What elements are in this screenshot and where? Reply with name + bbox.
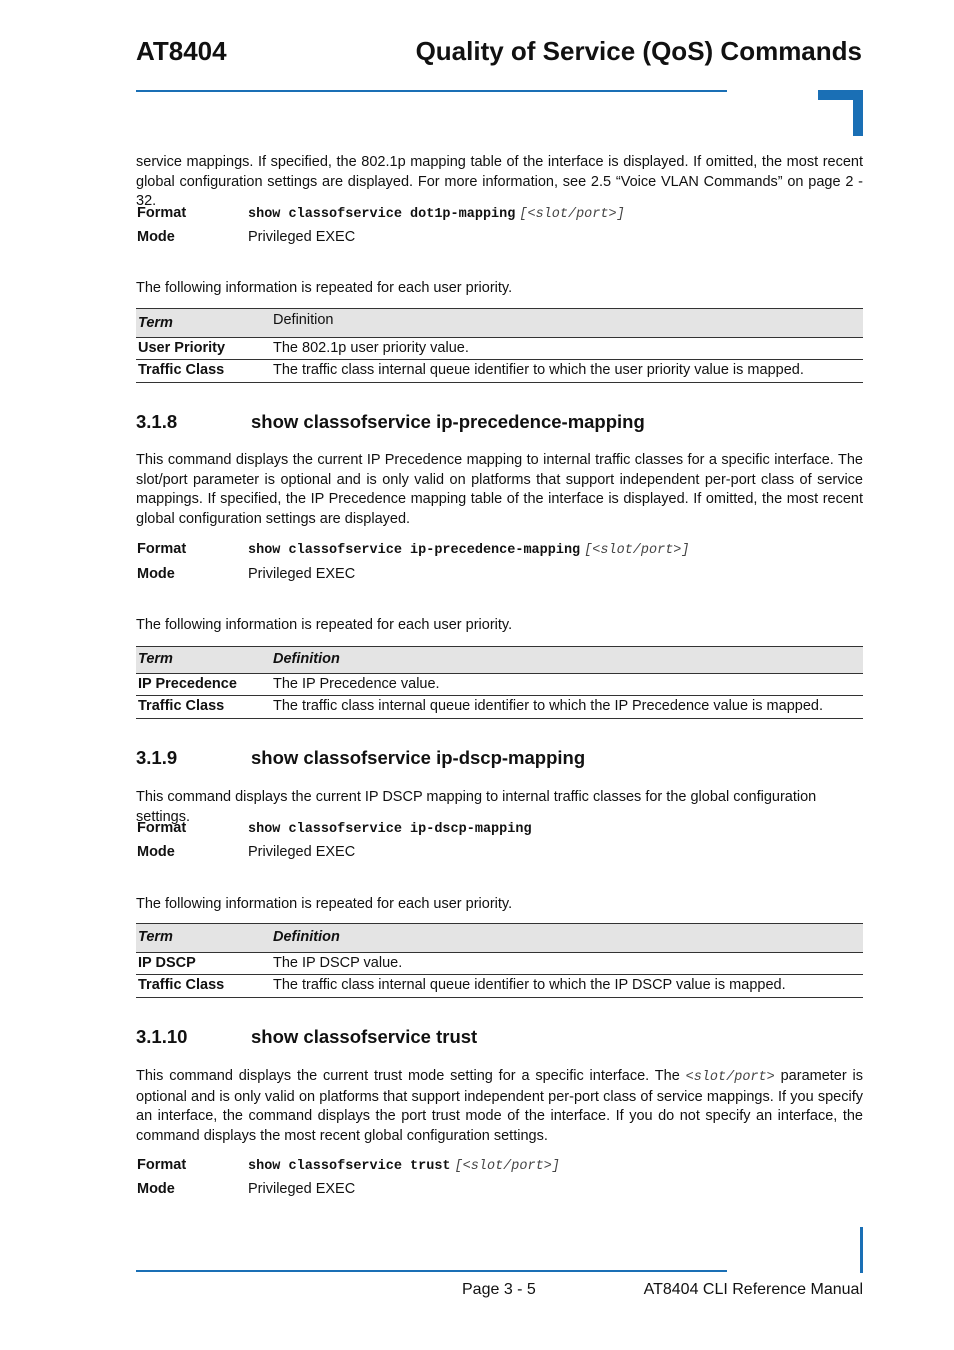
format-label: Format: [137, 541, 187, 557]
section-paragraph: [136, 1067, 863, 1146]
section-paragraph: This command displays the current IP DSCP mapping to internal traffic classes for the global configuration settings.: [136, 789, 817, 825]
table-header-definition: Definition: [273, 312, 334, 328]
section-paragraph: This command displays the current IP Precedence mapping to internal traffic classes for a specific interface. The slot/port parameter is optional and is only valid on platforms that support independent per-port class of service mappings. If specified, the IP Precedence mapping table of the interface is displayed. If omitted, the most recent global configuration settings are displayed.: [136, 452, 863, 527]
section-number: 3.1.8: [136, 411, 178, 432]
table-cell-definition: The IP Precedence value.: [273, 676, 440, 692]
corner-mark-top: [818, 90, 863, 136]
paragraph-text: This command displays the current trust mode setting for a specific interface. The: [136, 1068, 680, 1084]
format-label: Format: [137, 1157, 187, 1173]
header-chapter-title: Quality of Service (QoS) Commands: [415, 36, 862, 66]
table-row: [136, 975, 863, 998]
table-row: [136, 360, 863, 383]
table-row: [136, 696, 863, 719]
section-number: 3.1.9: [136, 747, 178, 768]
footer-manual-title: AT8404 CLI Reference Manual: [643, 1281, 863, 1298]
table-header-row: [136, 646, 863, 674]
paragraph-text: parameter is optional and is only valid on platforms that support independent per-port class of service mappings. If you specify an interface, the command displays the port trust mode of the interface. If you do not specify an interface, the command displays the most recent global configuration settings.: [136, 1068, 864, 1144]
mode-value: Privileged EXEC: [248, 229, 356, 245]
repeat-note: The following information is repeated for each user priority.: [136, 280, 513, 296]
table-row: [136, 337, 863, 360]
table-cell-definition: The 802.1p user priority value.: [273, 340, 469, 356]
table-header-row: [136, 308, 863, 338]
paragraph-argument: <slot/port>: [685, 1070, 775, 1085]
table-cell-definition: The traffic class internal queue identifier to which the IP DSCP value is mapped.: [273, 977, 786, 993]
mode-value: Privileged EXEC: [248, 566, 356, 582]
table-header-row: [136, 923, 863, 953]
format-command: show classofservice trust: [248, 1159, 451, 1174]
table-cell-term: IP DSCP: [138, 955, 196, 971]
table-header-definition: Definition: [273, 651, 340, 667]
footer-page-number: Page 3 - 5: [462, 1281, 536, 1298]
section-title: show classofservice ip-precedence-mapping: [251, 411, 645, 432]
format-command: show classofservice ip-precedence-mapping: [248, 543, 581, 558]
table-header-term: Term: [138, 315, 173, 331]
table-cell-definition: The IP DSCP value.: [273, 955, 403, 971]
format-label: Format: [137, 820, 187, 836]
table-row: [136, 673, 863, 696]
format-label: Format: [137, 205, 187, 221]
mode-label: Mode: [137, 229, 175, 245]
format-argument: [<slot/port>]: [454, 1159, 560, 1174]
mode-label: Mode: [137, 1181, 175, 1197]
table-cell-term: IP Precedence: [138, 676, 237, 692]
table-cell-term: Traffic Class: [138, 698, 225, 714]
table-cell-definition: The traffic class internal queue identifier to which the IP Precedence value is mapped.: [273, 698, 823, 714]
repeat-note: The following information is repeated for each user priority.: [136, 896, 513, 912]
mode-value: Privileged EXEC: [248, 1181, 356, 1197]
format-argument: [<slot/port>]: [519, 207, 625, 222]
table-cell-definition: The traffic class internal queue identifier to which the user priority value is mapped.: [273, 362, 804, 378]
mode-value: Privileged EXEC: [248, 844, 356, 860]
section-title: show classofservice ip-dscp-mapping: [251, 747, 586, 768]
format-argument: [<slot/port>]: [584, 543, 690, 558]
repeat-note: The following information is repeated for each user priority.: [136, 617, 513, 633]
mode-label: Mode: [137, 566, 175, 582]
format-command: show classofservice ip-dscp-mapping: [248, 822, 532, 837]
header-rule: [136, 90, 727, 92]
section-number: 3.1.10: [136, 1026, 188, 1047]
mode-label: Mode: [137, 844, 175, 860]
table-row: [136, 952, 863, 975]
footer-rule: [136, 1270, 727, 1272]
table-header-term: Term: [138, 651, 173, 667]
table-cell-term: User Priority: [138, 340, 226, 356]
section-title: show classofservice trust: [251, 1026, 478, 1047]
table-header-definition: Definition: [273, 929, 340, 945]
table-cell-term: Traffic Class: [138, 977, 225, 993]
intro-paragraph: service mappings. If specified, the 802.1p mapping table of the interface is displayed. If omitted, the most recent global configuration settings are displayed. For more information, see 2.5 “Voice VLAN Commands” on page 2 - 32.: [136, 154, 863, 209]
table-cell-term: Traffic Class: [138, 362, 225, 378]
table-header-term: Term: [138, 929, 173, 945]
format-command: show classofservice dot1p-mapping: [248, 207, 516, 222]
header-product: AT8404: [136, 36, 227, 66]
corner-mark-bottom: [860, 1227, 863, 1273]
